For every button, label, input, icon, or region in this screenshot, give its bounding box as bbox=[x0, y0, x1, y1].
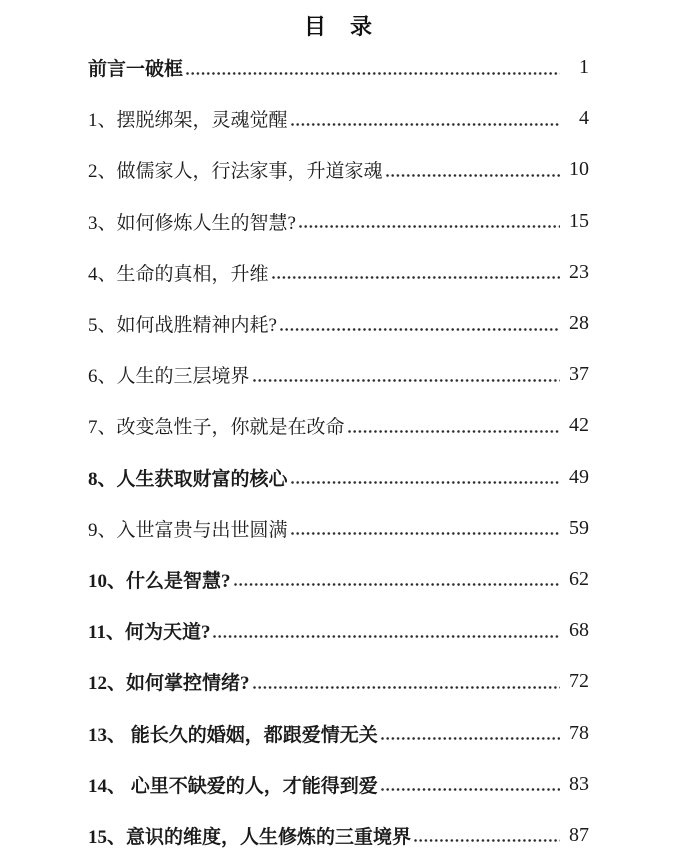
toc-dot-leader bbox=[378, 707, 563, 758]
toc-dot-leader bbox=[250, 656, 563, 707]
toc-entry-row bbox=[88, 503, 589, 554]
toc-entry-row bbox=[88, 247, 589, 298]
toc-dot-leader bbox=[277, 298, 563, 349]
toc-entry-page: 59 bbox=[569, 516, 589, 539]
toc-entry-page: 83 bbox=[569, 772, 589, 795]
toc-entry-row bbox=[88, 452, 589, 503]
toc-entry-row bbox=[88, 400, 589, 451]
toc-entry-row bbox=[88, 349, 589, 400]
toc-entry-label: 12、如何掌控情绪? bbox=[88, 673, 250, 695]
toc-dot-leader bbox=[231, 554, 563, 605]
toc-entry-label: 1、摆脱绑架，灵魂觉醒 bbox=[88, 110, 288, 132]
toc-dot-leader bbox=[383, 144, 563, 195]
toc-dot-leader bbox=[378, 759, 563, 810]
toc-entry-page: 10 bbox=[569, 158, 589, 181]
toc-entry-row bbox=[88, 93, 589, 144]
toc-entry-label: 13、 能长久的婚姻，都跟爱情无关 bbox=[88, 724, 378, 746]
toc-entry-label: 6、人生的三层境界 bbox=[88, 366, 250, 388]
toc-entry-row bbox=[88, 707, 589, 758]
toc-dot-leader bbox=[296, 196, 563, 247]
toc-entry-row bbox=[88, 196, 589, 247]
toc-entry-page: 62 bbox=[569, 567, 589, 590]
toc-dot-leader bbox=[210, 605, 563, 656]
toc-entry-row bbox=[88, 144, 589, 195]
toc-entry-page: 1 bbox=[579, 56, 589, 79]
toc-dot-leader bbox=[269, 247, 563, 298]
toc-entry-page: 4 bbox=[579, 107, 589, 130]
toc-entry-row bbox=[88, 810, 589, 855]
toc-entry-row bbox=[88, 554, 589, 605]
toc-entry-label: 7、改变急性子，你就是在改命 bbox=[88, 417, 345, 439]
toc-dot-leader bbox=[288, 452, 563, 503]
toc-dot-leader bbox=[288, 93, 563, 144]
toc-entry-label: 10、什么是智慧? bbox=[88, 570, 231, 592]
toc-entry-page: 68 bbox=[569, 619, 589, 642]
toc-entry-label: 2、做儒家人，行法家事，升道家魂 bbox=[88, 161, 383, 183]
toc-entry-row bbox=[88, 298, 589, 349]
toc-entry-label: 8、人生获取财富的核心 bbox=[88, 468, 288, 490]
toc-entry-row bbox=[88, 605, 589, 656]
toc-dot-leader bbox=[250, 349, 563, 400]
toc-entry-page: 15 bbox=[569, 209, 589, 232]
toc-dot-leader bbox=[411, 810, 563, 855]
toc-dot-leader bbox=[288, 503, 563, 554]
toc-entry-page: 49 bbox=[569, 465, 589, 488]
toc-entry-label: 前言一破框 bbox=[88, 59, 184, 81]
toc-entry-row bbox=[88, 656, 589, 707]
toc-entry-label: 4、生命的真相，升维 bbox=[88, 263, 269, 285]
toc-entry-page: 72 bbox=[569, 670, 589, 693]
toc-entry-page: 37 bbox=[569, 363, 589, 386]
toc-entry-page: 28 bbox=[569, 312, 589, 335]
toc-entry-page: 78 bbox=[569, 721, 589, 744]
toc-entry-page: 87 bbox=[569, 823, 589, 846]
toc-entry-label: 5、如何战胜精神内耗? bbox=[88, 315, 277, 337]
toc-entry-row bbox=[88, 42, 589, 93]
toc-entry-label: 9、入世富贵与出世圆满 bbox=[88, 519, 288, 541]
toc-entry-label: 14、 心里不缺爱的人，才能得到爱 bbox=[88, 775, 378, 797]
toc-entry-row bbox=[88, 759, 589, 810]
toc-title: 目 录 bbox=[303, 14, 373, 39]
toc-entry-label: 11、何为天道? bbox=[88, 622, 211, 644]
toc-dot-leader bbox=[183, 42, 563, 93]
toc-list bbox=[88, 42, 589, 855]
toc-entry-page: 23 bbox=[569, 260, 589, 283]
toc-entry-label: 3、如何修炼人生的智慧? bbox=[88, 212, 296, 234]
toc-dot-leader bbox=[345, 400, 563, 451]
toc-entry-page: 42 bbox=[569, 414, 589, 437]
toc-entry-label: 15、意识的维度，人生修炼的三重境界 bbox=[88, 826, 412, 848]
